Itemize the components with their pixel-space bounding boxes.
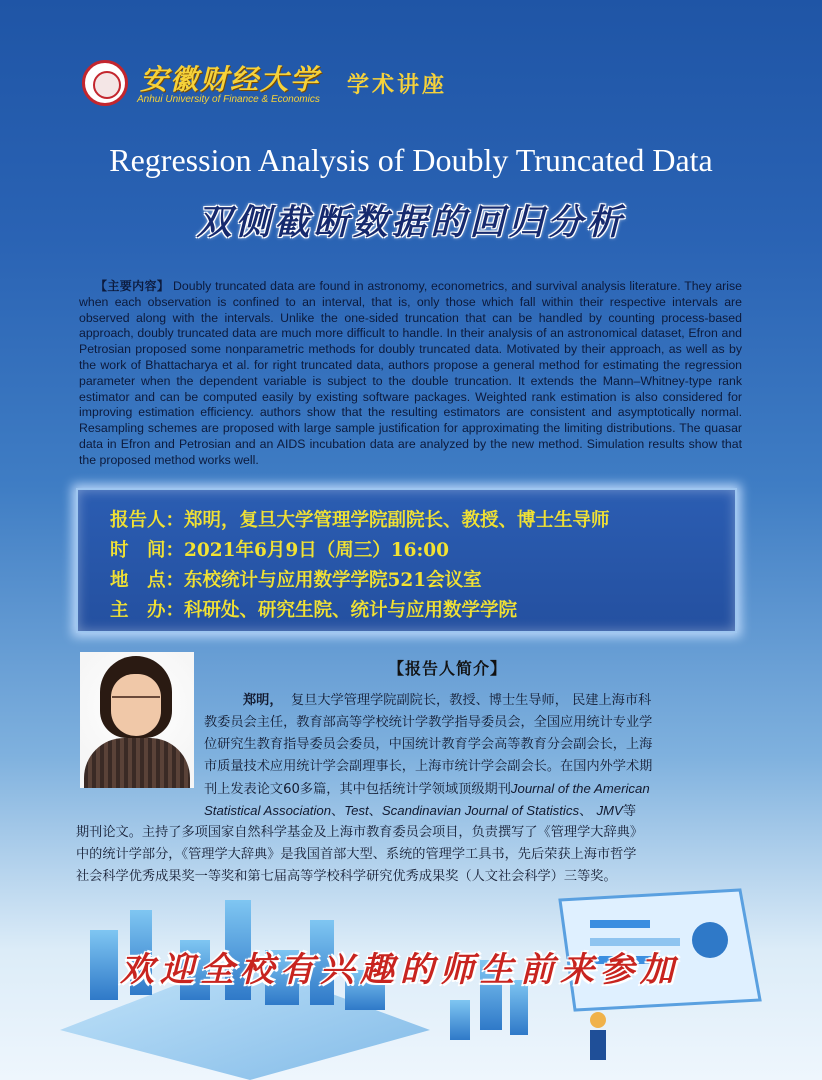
bio-line: 位研究生教育指导委员会委员，中国统计教育学会高等教育分会副会长，上海 [204, 737, 653, 752]
bio-line: 教委员会主任，教育部高等学校统计学教学指导委员会，全国应用统计专业学 [204, 715, 653, 730]
welcome-banner: 欢迎全校有兴趣的师生前来参加 [120, 950, 680, 990]
bio-line: 刊上发表论文60多篇，其中包括统计学领域顶级期刊Journal of the American [204, 781, 650, 797]
university-name-cn: 安徽财经大学 [140, 63, 321, 96]
time-line: 时 间：2021年6月9日（周三）16:00 [110, 540, 450, 561]
event-type-label: 学术讲座 [347, 72, 448, 98]
lecture-title-cn: 双侧截断数据的回归分析 [196, 203, 626, 243]
bio-heading: 【报告人简介】 [388, 659, 508, 678]
university-name-en: Anhui University of Finance & Economics [137, 94, 320, 105]
abstract-paragraph [79, 279, 742, 469]
bio-speaker-name: 郑明， [243, 693, 283, 708]
lecture-title-en: Regression Analysis of Doubly Truncated Data [109, 142, 713, 178]
bio-line: 郑明， 复旦大学管理学院副院长，教授、博士生导师， 民建上海市科 [243, 693, 652, 708]
bio-line: 市质量技术应用统计学会副理事长，上海市统计学会副会长。在国内外学术期 [204, 759, 653, 774]
bio-line: Statistical Association、Test、Scandinavian Journal of Statistics、 JMV等 [204, 803, 637, 819]
bio-line: 社会科学优秀成果奖一等奖和第七届高等学校科学研究优秀成果奖（人文社会科学）三等奖。 [76, 869, 617, 884]
location-line: 地 点：东校统计与应用数学学院521会议室 [110, 570, 482, 591]
speaker-line: 报告人：郑明，复旦大学管理学院副院长、教授、博士生导师 [110, 510, 610, 531]
speaker-photo [80, 652, 194, 788]
abstract-text: Doubly truncated data are found in astronomy, econometrics, and survival analysis literature. They arise when each observation is confined to an interval, that is, only those which fall within their respective intervals are observed along with the intervals. Unlike the one-sided truncation that can be handled by counting process-based approach, doubly truncated data are much more difficult to handle. In their analysis of an astronomical dataset, Efron and Petrosian proposed some nonparametric methods for doubly truncated data. Motivated by their approach, as well as by the work of Bhattacharya et al. for right truncated data, authors propose a general method for estimating the regression parameter when the dependent variable is subject to the double truncation. It extends the Mann–Whitney-type rank estimator and can be computed easily by existing software packages. Weighted rank estimation is also considered for improving estimation efficiency. authors show that the resulting estimators are consistent and asymptotically normal. Resampling schemes are proposed with large sample justification for approximating the limiting distributions. The quasar data in Efron and Petrosian and an AIDS incubation data are analyzed by the new method. Simulation results show that the proposed method works well. [79, 279, 742, 467]
abstract-label: 【主要内容】 [95, 279, 170, 293]
host-line: 主 办：科研处、研究生院、统计与应用数学学院 [110, 600, 518, 621]
bio-line: 中的统计学部分，《管理学大辞典》是我国首部大型、系统的管理学工具书，先后荣获上海市哲学 [76, 847, 637, 862]
bio-line: 期刊论文。主持了多项国家自然科学基金及上海市教育委员会项目，负责撰写了《管理学大辞典》 [76, 825, 644, 840]
event-info-box [76, 488, 737, 633]
university-seal-logo [82, 60, 128, 106]
